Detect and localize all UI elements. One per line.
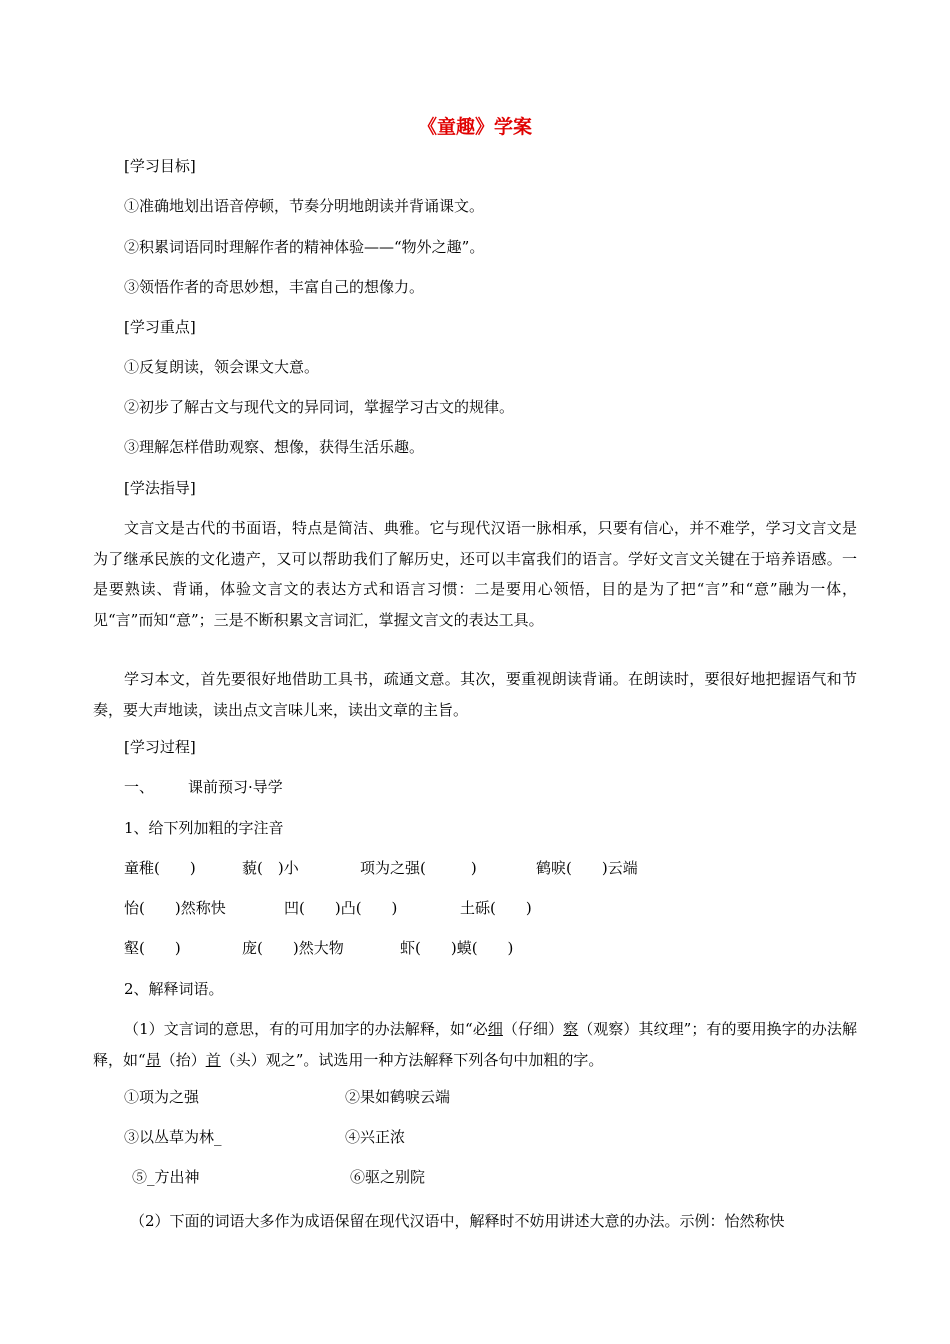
pinyin-item: 土砾( ) [460, 899, 532, 917]
example-underlined-char: 昂 [145, 1050, 161, 1069]
question-title: 2、解释词语。 [124, 980, 224, 998]
pinyin-item: 虾( )蟆( ) [400, 939, 514, 957]
process-heading: [学习过程] [124, 738, 196, 756]
pinyin-item: 怡( )然称快 [124, 899, 226, 917]
method-heading: [学法指导] [124, 479, 196, 497]
method-paragraph: 文言文是古代的书面语，特点是简洁、典雅。它与现代汉语一脉相承，只要有信心，并不难学，学习文言文是为了继承民族的文化遗产，又可以帮助我们了解历史，还可以丰富我们的语言。学好文言文关键在于培养语感。一是要熟读、背诵，体验文言文的表达方式和语言习惯：二是要用心领悟，目的是为了把“言”和“意”融为一体，见“言”而知“意”；三是不断积累文言词汇，掌握文言文的表达工具。 [93, 519, 857, 629]
goals-heading: [学习目标] [124, 157, 196, 175]
explain-item: ⑥驱之别院 [350, 1168, 426, 1186]
keypoint-item: ①反复朗读，领会课文大意。 [124, 358, 320, 376]
keypoint-item: ②初步了解古文与现代文的异同词，掌握学习古文的规律。 [124, 398, 515, 416]
pinyin-item: 庞( )然大物 [242, 939, 344, 957]
goal-item: ①准确地划出语音停顿，节奏分明地朗读并背诵课文。 [124, 197, 485, 215]
explain-item: ③以丛草为林_ [124, 1128, 222, 1146]
example-underlined-char: 首 [205, 1050, 221, 1069]
explain-item: ①项为之强 [124, 1088, 200, 1106]
pinyin-item: 童稚( ) [124, 859, 196, 877]
explain-item: ⑤_方出神 [132, 1168, 200, 1186]
example-underlined-char: 细 [487, 1020, 503, 1038]
goal-item: ③领悟作者的奇思妙想，丰富自己的想像力。 [124, 278, 425, 296]
pinyin-item: 项为之强( ) [360, 859, 477, 877]
explain-item: ②果如鹤唳云端 [345, 1088, 451, 1106]
pinyin-item: 鹤唳( )云端 [536, 859, 638, 877]
document-title: 《童趣》学案 [417, 116, 532, 138]
explain-paragraph-2: （2）下面的词语大多作为成语保留在现代汉语中，解释时不妨用讲述大意的办法。示例：怡然称快 [130, 1212, 785, 1230]
section-title: 课前预习·导学 [188, 778, 283, 796]
section-number: 一、 [124, 778, 155, 796]
pinyin-item: 凹( )凸( ) [284, 899, 398, 917]
method-paragraph: 学习本文，首先要很好地借助工具书，疏通文意。其次，要重视朗读背诵。在朗读时，要很好地把握语气和节奏，要大声地读，读出点文言味儿来，读出文章的主旨。 [93, 670, 857, 719]
keypoint-item: ③理解怎样借助观察、想像，获得生活乐趣。 [124, 438, 425, 456]
explain-item: ④兴正浓 [345, 1128, 406, 1146]
pinyin-item: 壑( ) [124, 939, 181, 957]
pinyin-item: 藐( )小 [242, 859, 299, 877]
question-title: 1、给下列加粗的字注音 [124, 819, 284, 837]
example-underlined-char: 察 [563, 1020, 579, 1038]
keypoints-heading: [学习重点] [124, 318, 196, 336]
goal-item: ②积累词语同时理解作者的精神体验——“物外之趣”。 [124, 238, 485, 256]
explain-paragraph: （1）文言词的意思，有的可用加字的办法解释，如“必细（仔细）察（观察）其纹理”；有的要用换字的办法解释，如“昂（抬）首（头）观之”。试选用一种方法解释下列各句中加粗的字。 [93, 1020, 857, 1069]
